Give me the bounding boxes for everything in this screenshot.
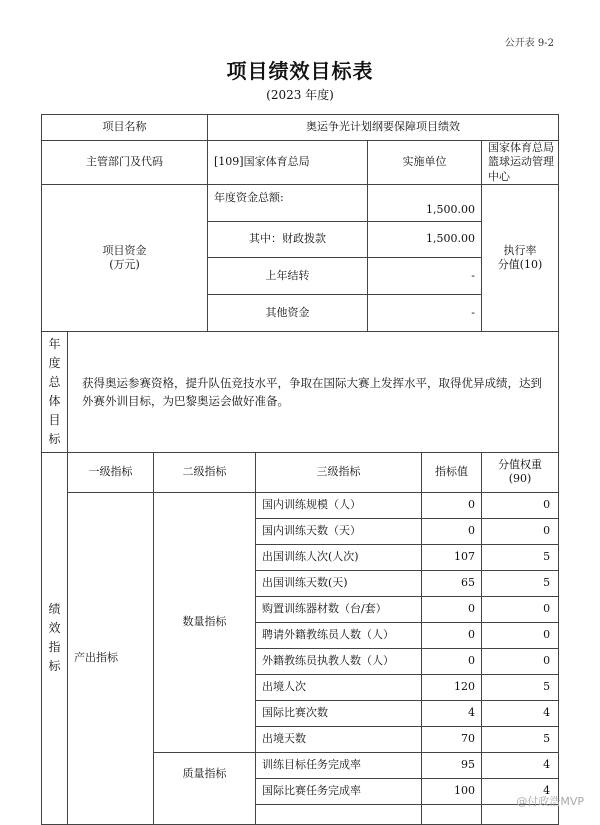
indicator-weight: 5 [482, 544, 559, 570]
indicator-name: 出境天数 [256, 726, 422, 752]
indicator-value: 4 [422, 700, 482, 726]
indicator-value: 0 [422, 492, 482, 518]
impl-value: 国家体育总局篮球运动管理中心 [482, 141, 559, 185]
indicator-name: 国际比赛任务完成率 [256, 778, 422, 804]
funds-fiscal-label: 其中：财政拨款 [208, 221, 368, 257]
dept-value: [109]国家体育总局 [208, 141, 368, 185]
table-row [42, 492, 559, 518]
performance-target-table [41, 114, 559, 825]
funds-label-line2: (万元) [109, 257, 140, 271]
header-weight: 分值权重 (90) [482, 452, 559, 492]
funds-other-value: - [368, 294, 482, 331]
header-level2: 二级指标 [154, 452, 256, 492]
funds-total-row [42, 184, 559, 221]
indicator-value: 65 [422, 570, 482, 596]
execution-rate-cell [482, 184, 559, 331]
indicator-weight: 0 [482, 596, 559, 622]
perf-header-row [42, 452, 559, 492]
indicator-weight: 0 [482, 648, 559, 674]
indicator-value: 100 [422, 778, 482, 804]
execution-rate-line2: 分值(10) [497, 257, 543, 271]
execution-rate-line1: 执行率 [503, 243, 537, 257]
funds-carryover-value: - [368, 257, 482, 294]
indicator-value: 0 [422, 622, 482, 648]
indicator-name [256, 804, 422, 824]
project-name-value: 奥运争光计划纲要保障项目绩效 [208, 115, 559, 141]
funds-total-label: 年度资金总额: [208, 184, 368, 221]
indicator-weight: 4 [482, 752, 559, 778]
indicator-value: 95 [422, 752, 482, 778]
dept-label: 主管部门及代码 [42, 141, 208, 185]
level2-quality: 质量指标 [154, 752, 256, 824]
department-row [42, 141, 559, 185]
project-name-label: 项目名称 [42, 115, 208, 141]
funds-label [42, 184, 208, 331]
indicator-name: 出国训练人次(人次) [256, 544, 422, 570]
indicator-weight: 5 [482, 570, 559, 596]
funds-fiscal-value: 1,500.00 [368, 221, 482, 257]
form-code: 公开表 9-2 [504, 38, 554, 49]
annual-goal-row [42, 331, 559, 452]
page-title: 项目绩效目标表 [226, 59, 374, 83]
indicator-weight: 4 [482, 778, 559, 804]
indicator-weight: 5 [482, 674, 559, 700]
indicator-name: 国内训练规模（人） [256, 492, 422, 518]
indicator-value: 70 [422, 726, 482, 752]
funds-other-label: 其他资金 [208, 294, 368, 331]
indicator-weight: 4 [482, 700, 559, 726]
indicator-weight: 0 [482, 492, 559, 518]
year-subtitle: (2023 年度) [266, 88, 334, 102]
indicator-value: 0 [422, 648, 482, 674]
indicator-name: 购置训练器材数（台/套） [256, 596, 422, 622]
funds-carryover-label: 上年结转 [208, 257, 368, 294]
indicator-name: 训练目标任务完成率 [256, 752, 422, 778]
annual-goal-text: 获得奥运参赛资格，提升队伍竞技水平，争取在国际大赛上发挥水平，取得优异成绩，达到外赛外训目标，为巴黎奥运会做好准备。 [68, 331, 559, 452]
level2-quantity: 数量指标 [154, 492, 256, 752]
funds-total-value: 1,500.00 [368, 184, 482, 221]
perf-section-label: 绩效指标 [42, 452, 68, 824]
indicator-weight: 5 [482, 726, 559, 752]
header-level1: 一级指标 [68, 452, 154, 492]
indicator-name: 外籍教练员执教人数（人） [256, 648, 422, 674]
indicator-name: 出境人次 [256, 674, 422, 700]
impl-label: 实施单位 [368, 141, 482, 185]
funds-label-line1: 项目资金 [102, 243, 147, 257]
indicator-value [422, 804, 482, 824]
watermark: @付政浩MVP [516, 795, 584, 808]
indicator-weight: 0 [482, 518, 559, 544]
indicator-weight: 0 [482, 622, 559, 648]
indicator-name: 出国训练天数(天) [256, 570, 422, 596]
indicator-value: 0 [422, 518, 482, 544]
indicator-name: 国际比赛次数 [256, 700, 422, 726]
header-value: 指标值 [422, 452, 482, 492]
level1-output: 产出指标 [68, 492, 154, 824]
indicator-value: 0 [422, 596, 482, 622]
indicator-value: 107 [422, 544, 482, 570]
indicator-name: 国内训练天数（天） [256, 518, 422, 544]
project-name-row [42, 115, 559, 141]
indicator-value: 120 [422, 674, 482, 700]
annual-goal-label: 年度总体目标 [42, 331, 68, 452]
indicator-name: 聘请外籍教练员人数（人） [256, 622, 422, 648]
header-level3: 三级指标 [256, 452, 422, 492]
